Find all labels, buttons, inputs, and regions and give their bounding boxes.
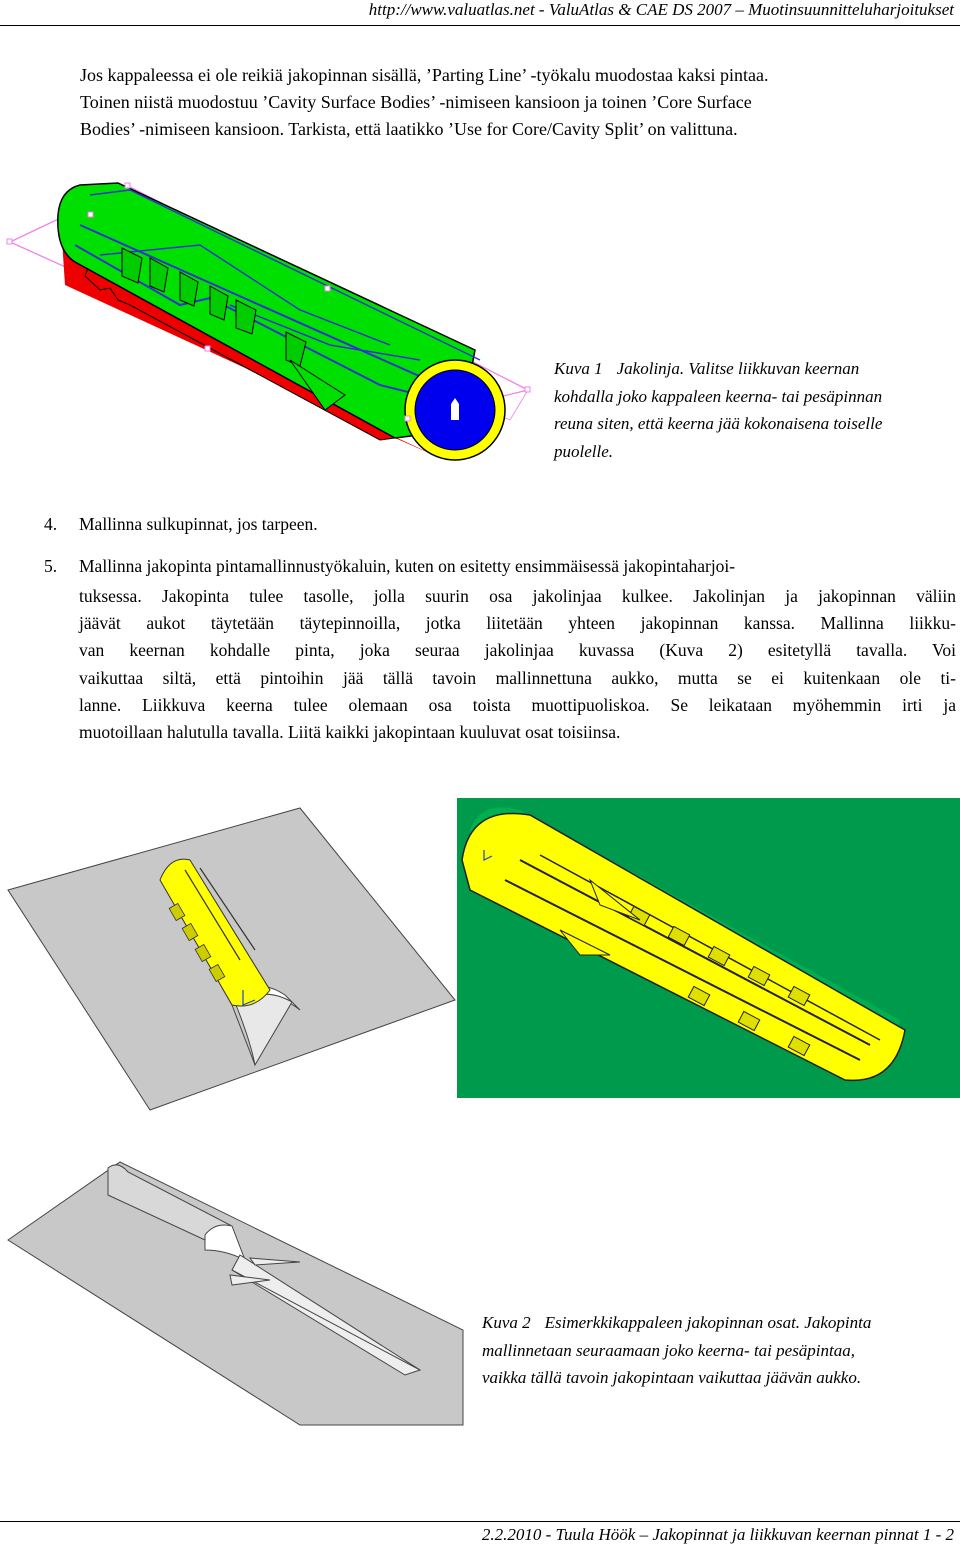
figure-2-core-on-green-image [457, 798, 960, 1098]
page-header [0, 0, 960, 32]
paragraph-line: lanne. Liikkuva keerna tulee olemaan osa toista muottipuoliskoa. Se leikataan myöhemmin irti ja [79, 694, 956, 715]
paragraph-line: vaikuttaa siltä, että pintoihin jää tällä tavoin mallinnettuna aukko, mutta se ei kuitenkaan ole ti- [79, 667, 956, 688]
caption-line: Jakolinja. Valitse liikkuvan keernan [616, 359, 860, 378]
footer-text: 2.2.2010 - Tuula Höök – Jakopinnat ja liikkuvan keernan pinnat 1 - 2 [481, 1525, 954, 1544]
paragraph-line: tuksessa. Jakopinta tulee tasolle, jolla suurin osa jakolinjaa kulkee. Jakolinjan ja jakopinnan väliin [79, 586, 956, 606]
list-number: 5. [44, 556, 58, 576]
figure-2-caption [482, 1309, 871, 1392]
figure-2-parting-surface-image [5, 1160, 465, 1428]
list-text: Mallinna sulkupinnat, jos tarpeen. [79, 514, 318, 534]
header-rule [0, 25, 960, 26]
figure-1-label: Kuva 1 [554, 359, 603, 378]
intro-line: Bodies’ -nimiseen kansioon. Tarkista, että laatikko ’Use for Core/Cavity Split’ on valittuna. [80, 119, 738, 139]
figure-2-surface-with-core-image [5, 800, 465, 1120]
figure-2-label: Kuva 2 [482, 1313, 531, 1332]
caption-line: reuna siten, että keerna jää kokonaisena toiselle [554, 414, 883, 433]
list-item-5-continuation [79, 583, 956, 746]
footer-rule [0, 1521, 960, 1522]
caption-line: mallinnetaan seuraamaan joko keerna- tai pesäpintaa, [482, 1340, 856, 1360]
intro-line: Jos kappaleessa ei ole reikiä jakopinnan sisällä, ’Parting Line’ -työkalu muodostaa kaksi pintaa. [80, 65, 769, 85]
paragraph-line: van keernan kohdalle pinta, joka seuraa jakolinjaa kuvassa (Kuva 2) esitetyllä tavalla. Voi [79, 640, 956, 661]
list-text: Mallinna jakopinta pintamallinnustyökaluin, kuten on esitetty ensimmäisessä jakopintaharjoi- [79, 556, 736, 576]
caption-line: puolelle. [554, 441, 614, 461]
header-text: http://www.valuatlas.net - ValuAtlas & CAE DS 2007 – Muotinsuunnitteluharjoitukset [368, 0, 954, 19]
list-number: 4. [44, 514, 58, 534]
paragraph-line: jäävät aukot täytetään täytepinnoilla, jotka liitetään yhteen jakopinnan kanssa. Mallinna liikku- [79, 613, 956, 634]
intro-paragraph [80, 62, 960, 143]
caption-line: Esimerkkikappaleen jakopinnan osat. Jakopinta [544, 1313, 872, 1332]
intro-line: Toinen niistä muodostuu ’Cavity Surface Bodies’ -nimiseen kansioon ja toinen ’Core Surface [80, 92, 752, 112]
figure-1-caption [554, 355, 882, 465]
figure-1-parting-line-image [0, 175, 545, 470]
paragraph-line: muotoillaan halutulla tavalla. Liitä kaikki jakopintaan kuuluvat osat toisiinsa. [79, 722, 621, 743]
caption-line: kohdalla joko kappaleen keerna- tai pesäpinnan [554, 386, 883, 406]
caption-line: vaikka tällä tavoin jakopintaan vaikuttaa jäävän aukko. [482, 1368, 862, 1387]
